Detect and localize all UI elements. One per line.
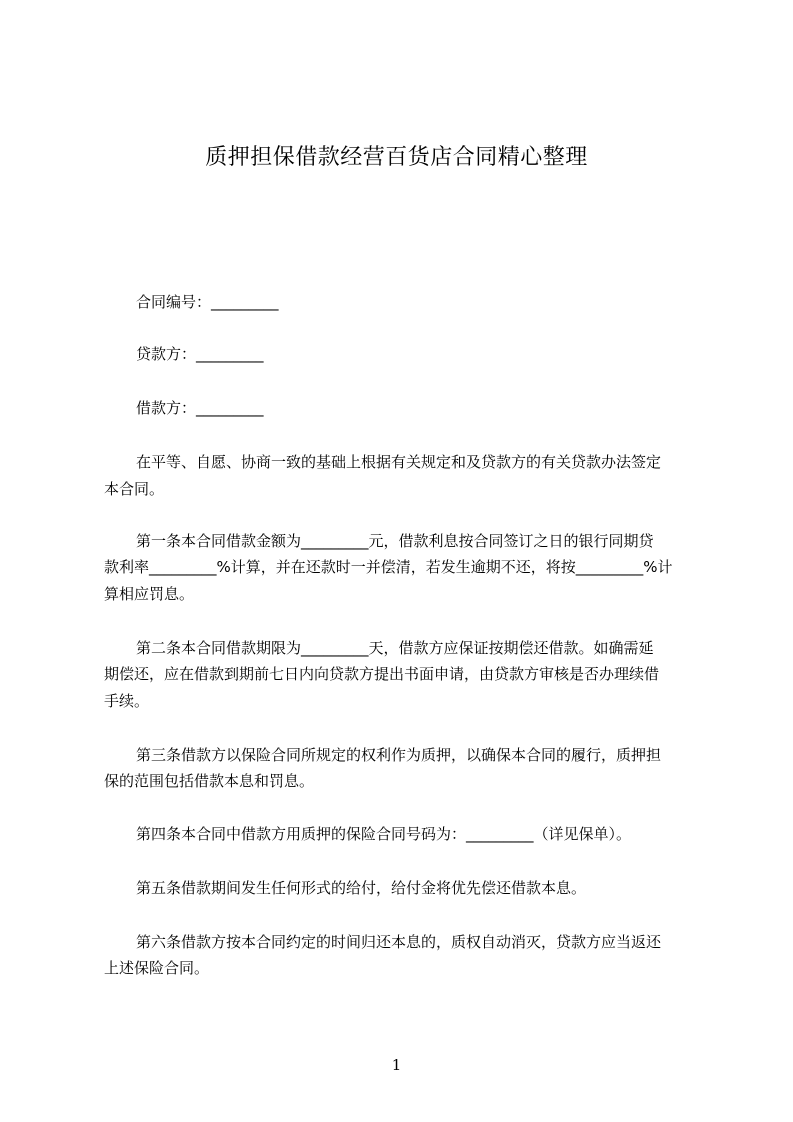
document-title: 质押担保借款经营百货店合同精心整理 <box>205 145 588 170</box>
paragraph-line: 在平等、自愿、协商一致的基础上根据有关规定和及贷款方的有关贷款办法签定 <box>136 453 662 471</box>
paragraph-line: 第一条本合同借款金额为_________元，借款利息按合同签订之日的银行同期贷 <box>136 532 654 550</box>
contract-number-field: 合同编号：_________ <box>136 293 279 311</box>
borrower-field: 借款方：_________ <box>136 399 264 417</box>
paragraph-line: 第二条本合同借款期限为_________天，借款方应保证按期偿还借款。如确需延 <box>136 639 654 657</box>
paragraph-line: 手续。 <box>104 692 150 710</box>
paragraph-line: 保的范围包括借款本息和罚息。 <box>104 772 315 790</box>
paragraph-line: 第四条本合同中借款方用质押的保险合同号码为：_________（详见保单）。 <box>136 825 632 843</box>
lender-field: 贷款方：_________ <box>136 345 264 363</box>
paragraph-line: 款利率_________%计算，并在还款时一并偿清，若发生逾期不还，将按_________%计 <box>104 558 673 576</box>
paragraph-line: 第六条借款方按本合同约定的时间归还本息的，质权自动消灭，贷款方应当返还 <box>136 933 662 951</box>
paragraph-line: 算相应罚息。 <box>104 585 195 603</box>
paragraph-line: 期偿还，应在借款到期前七日内向贷款方提出书面申请，由贷款方审核是否办理续借 <box>104 665 660 683</box>
paragraph-line: 上述保险合同。 <box>104 959 210 977</box>
paragraph-line: 本合同。 <box>104 480 165 498</box>
paragraph-line: 第五条借款期间发生任何形式的给付，给付金将优先偿还借款本息。 <box>136 879 587 897</box>
paragraph-line: 第三条借款方以保险合同所规定的权利作为质押，以确保本合同的履行，质押担 <box>136 746 662 764</box>
page-number: 1 <box>391 1056 402 1074</box>
